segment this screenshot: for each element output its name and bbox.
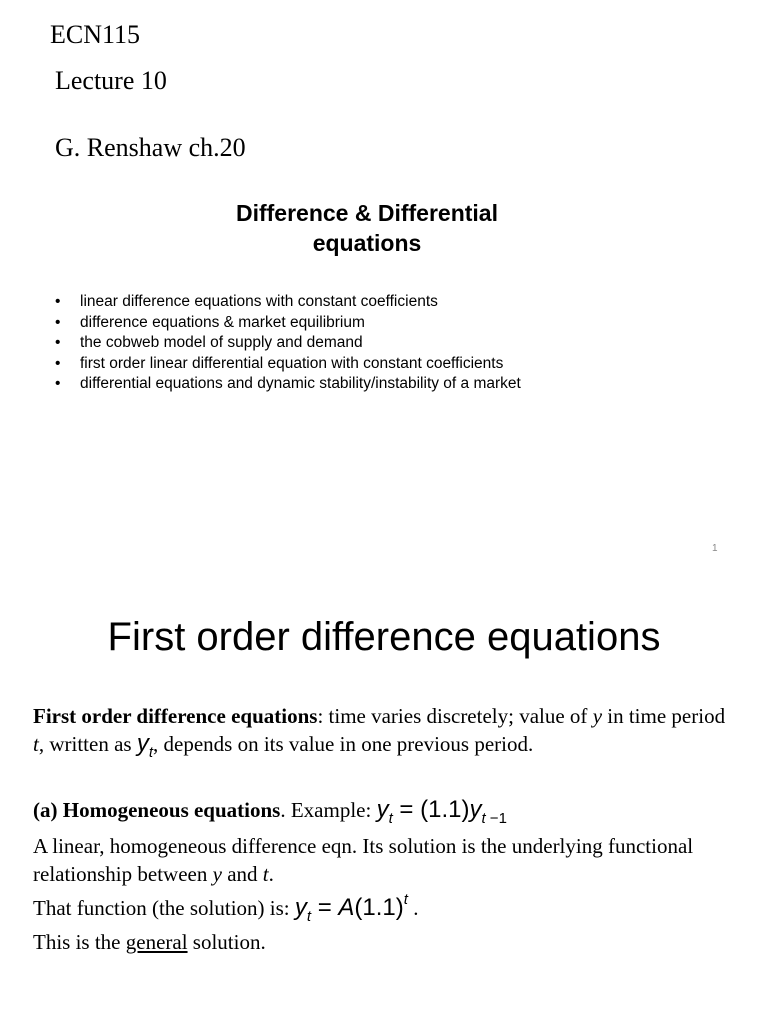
intro-paragraph: [33, 702, 733, 761]
bullet-icon: •: [55, 375, 61, 392]
bullet-icon: •: [55, 313, 61, 331]
intro-text: , written as: [38, 732, 137, 756]
general-solution-line: [33, 928, 733, 956]
math-exponent: t: [403, 891, 408, 908]
bullet-icon: •: [55, 354, 61, 372]
topic-item: [53, 313, 521, 334]
math-equals: =: [311, 894, 339, 921]
topic-item: [53, 292, 521, 313]
math-t-subscript: t: [148, 744, 153, 761]
topic-item: [53, 374, 521, 395]
course-code: ECN115: [50, 20, 141, 49]
intro-text: , depends on its value in one previous period.: [153, 732, 534, 756]
math-y-base: y: [136, 730, 149, 757]
bold-term: First order difference equations: [33, 704, 318, 728]
slide-2: [0, 580, 768, 1024]
variable-y: y: [592, 704, 603, 728]
underlined-word: general: [125, 930, 188, 954]
math-rhs-base: y: [469, 796, 482, 823]
topic-text: difference equations & market equilibrium: [80, 313, 365, 331]
variable-y: y: [212, 862, 222, 886]
math-rhs-subscript: [481, 811, 506, 827]
solution-end: .: [407, 896, 419, 920]
bullet-icon: •: [55, 334, 61, 351]
general-text: solution.: [187, 930, 266, 954]
example-text: . Example:: [280, 798, 377, 822]
page-number: 1: [712, 543, 718, 554]
intro-text: : time varies discretely; value of: [317, 704, 593, 728]
variable-t: t: [33, 732, 39, 756]
topic-text: differential equations and dynamic stability/instability of a market: [80, 375, 521, 392]
math-constant-a: A: [338, 894, 355, 921]
slide-1-title-line-1: Difference & Differential: [235, 200, 498, 226]
homogeneous-example: [33, 796, 733, 827]
topic-list: [53, 292, 521, 395]
math-lhs-base: y: [376, 796, 389, 823]
math-lhs-subscript: t: [388, 810, 393, 827]
solution-text: That function (the solution) is:: [33, 896, 295, 920]
math-equals-coefficient: = (1.1): [392, 796, 470, 823]
variable-t: t: [262, 862, 269, 886]
topic-item: [53, 354, 521, 375]
solution-line: [33, 891, 733, 925]
linear-text: .: [268, 862, 274, 886]
math-lhs-base: y: [294, 894, 307, 921]
linear-paragraph: [33, 832, 733, 888]
math-rhs-subscript-minus-one: −1: [485, 810, 507, 827]
slide-2-title: First order difference equations: [107, 615, 661, 659]
topic-text: the cobweb model of supply and demand: [80, 334, 363, 351]
slide-1-title: [150, 198, 584, 258]
linear-text: and: [221, 862, 263, 886]
topic-text: linear difference equations with constant coefficients: [80, 293, 438, 310]
math-rhs-subscript-t: t: [481, 810, 486, 827]
topic-item: [53, 333, 521, 354]
intro-text: in time period: [602, 704, 726, 728]
section-label: (a) Homogeneous equations: [33, 798, 281, 822]
math-lhs-subscript: t: [306, 908, 312, 925]
general-text: This is the: [33, 930, 126, 954]
textbook-reference: G. Renshaw ch.20: [55, 133, 246, 162]
lecture-number: Lecture 10: [55, 66, 167, 95]
bullet-icon: •: [55, 293, 61, 310]
linear-text: A linear, homogeneous difference eqn. Its solution is the underlying functional relationship between: [33, 834, 694, 886]
topic-text: first order linear differential equation with constant coefficients: [80, 354, 504, 372]
slide-1-title-line-2: equations: [312, 230, 422, 256]
math-base: (1.1): [354, 894, 404, 921]
